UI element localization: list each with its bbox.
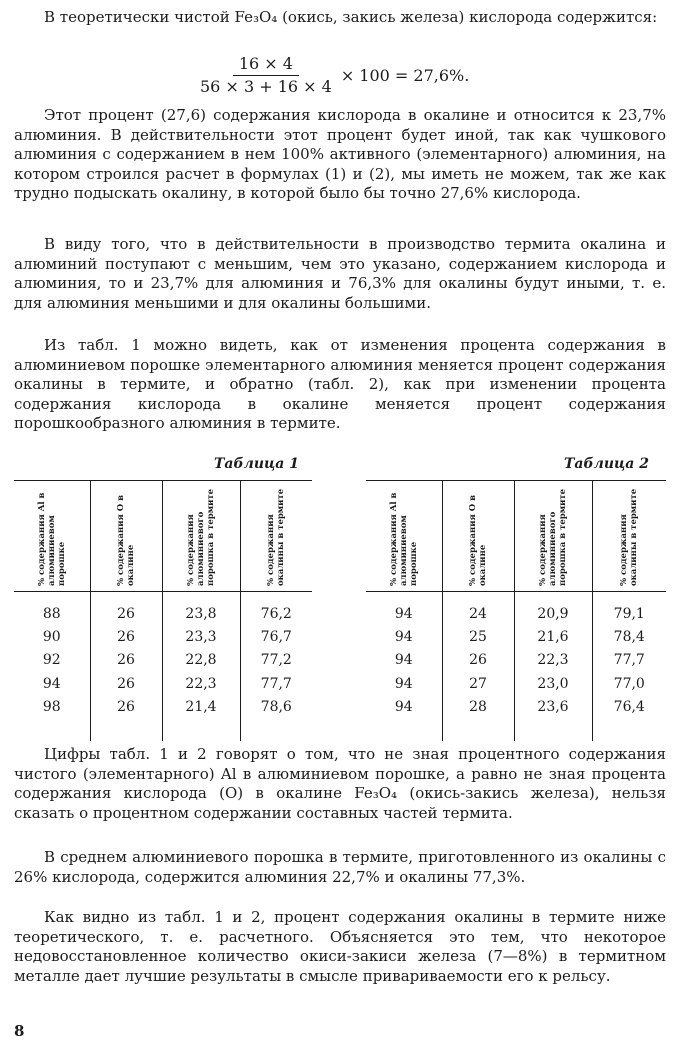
table-cell: 26 — [90, 649, 162, 672]
table-cell: 26 — [442, 649, 514, 672]
oxygen-formula — [196, 52, 469, 98]
table-row — [14, 625, 312, 648]
table-row — [14, 592, 312, 626]
table-cell: 23,8 — [162, 592, 240, 626]
table-cell: 76,2 — [240, 592, 312, 626]
table-cell: 25 — [442, 625, 514, 648]
table-1-header-powder: % содержания алюминиевого порошка в термите — [162, 481, 240, 592]
formula-result: × 100 = 27,6%. — [340, 65, 470, 85]
table-cell: 88 — [42, 605, 61, 622]
table-cell: 77,7 — [240, 672, 312, 695]
table-cell: 94 — [42, 675, 61, 692]
table-cell: 20,9 — [514, 592, 592, 626]
table-cell: 79,1 — [592, 592, 666, 626]
table-cell: 26 — [90, 625, 162, 648]
table-cell: 76,7 — [240, 625, 312, 648]
table-cell: 94 — [394, 605, 413, 622]
table-cell: 94 — [394, 699, 413, 716]
paragraph-theoretical: Как видно из табл. 1 и 2, процент содержания окалины в термите ниже теоретического, т. е. расчетного. Объясняется это тем, что некоторое недовосстановленное количество окиси-закиси железа (7—8%) в термитном металле дает лучшие результаты в смысле привариваемости его к рельсу. — [14, 908, 666, 985]
table-cell: 77,0 — [592, 672, 666, 695]
paragraph-oxygen-percent: Этот процент (27,6) содержания кислорода в окалине и относится к 23,7% алюминия. В действительности этот процент будет иной, так как чушкового алюминия с содержанием в нем 100% активного (элементарного) алюминия, на котором строился расчет в формулах (1) и (2), мы иметь не можем, так же как трудно подыскать окалину, в которой было бы точно 27,6% кислорода. — [14, 106, 666, 203]
table-row — [366, 672, 666, 695]
table-cell: 22,3 — [514, 649, 592, 672]
table-1-header-al: % содержания Al в алюминиевом порошке — [14, 481, 90, 592]
table-cell: 78,6 — [240, 696, 312, 741]
table-cell: 77,2 — [240, 649, 312, 672]
paragraph-intro: В теоретически чистой Fe₃O₄ (окись, закись железа) кислорода содержится: — [44, 8, 658, 26]
table-2-header-al: % содержания Al в алюминиевом порошке — [366, 481, 442, 592]
table-cell: 26 — [90, 672, 162, 695]
table-cell: 92 — [42, 652, 61, 669]
paragraph-in-practice: В виду того, что в действительности в производство термита окалина и алюминий поступают с меньшим, чем это указано, содержанием кислорода и алюминия, то и 23,7% для алюминия и 76,3% для окалины будут иными, т. е. для алюминия меньшими и для окалины большими. — [14, 235, 666, 312]
table-cell: 78,4 — [592, 625, 666, 648]
table-cell: 94 — [394, 629, 413, 646]
table-cell: 24 — [442, 592, 514, 626]
table-cell: 21,6 — [514, 625, 592, 648]
table-1-header-row — [14, 481, 312, 592]
table-1-caption: Таблица 1 — [214, 456, 299, 472]
table-row — [366, 625, 666, 648]
table-1 — [14, 480, 312, 741]
paragraph-tables-intro: Из табл. 1 можно видеть, как от изменения процента содержания в алюминиевом порошке элементарного алюминия меняется процент содержания окалины в термите, и обратно (табл. 2), как при изменении процента содержания кислорода в окалине меняется процент содержания порошкообразного алюминия в термите. — [14, 336, 666, 433]
table-2 — [366, 480, 666, 741]
table-cell: 77,7 — [592, 649, 666, 672]
table-cell: 23,0 — [514, 672, 592, 695]
table-row — [366, 696, 666, 741]
table-cell: 27 — [442, 672, 514, 695]
table-cell: 26 — [90, 696, 162, 741]
table-cell: 23,6 — [514, 696, 592, 741]
table-row — [14, 672, 312, 695]
table-1-header-scale: % содержания окалины в термите — [240, 481, 312, 592]
formula-fraction — [196, 54, 336, 97]
formula-numerator: 16 × 4 — [233, 54, 299, 76]
table-row — [366, 649, 666, 672]
table-cell: 26 — [90, 592, 162, 626]
paragraph-tables-conclusion: Цифры табл. 1 и 2 говорят о том, что не зная процентного содержания чистого (элементарного) Al в алюминиевом порошке, а равно не зная процента содержания кислорода (O) в окалине Fe₃O₄ (окись-закись железа), нельзя сказать о процентном содержании составных частей термита. — [14, 745, 666, 822]
table-2-caption: Таблица 2 — [564, 456, 649, 472]
table-cell: 22,8 — [162, 649, 240, 672]
formula-denominator: 56 × 3 + 16 × 4 — [200, 76, 332, 96]
table-2-header-o: % содержания O в окалине — [442, 481, 514, 592]
table-cell: 98 — [42, 699, 61, 716]
table-2-header-powder: % содержания алюминиевого порошка в термите — [514, 481, 592, 592]
table-cell: 94 — [394, 675, 413, 692]
table-row — [14, 696, 312, 741]
table-cell: 28 — [442, 696, 514, 741]
table-cell: 90 — [42, 629, 61, 646]
table-row — [14, 649, 312, 672]
table-2-header-scale: % содержания окалины в термите — [592, 481, 666, 592]
table-cell: 21,4 — [162, 696, 240, 741]
table-2-header-row — [366, 481, 666, 592]
table-row — [366, 592, 666, 626]
table-cell: 94 — [394, 652, 413, 669]
table-1-header-o: % содержания O в окалине — [90, 481, 162, 592]
page-number: 8 — [14, 1022, 25, 1040]
table-cell: 76,4 — [592, 696, 666, 741]
paragraph-average: В среднем алюминиевого порошка в термите, приготовленного из окалины с 26% кислорода, содержится алюминия 22,7% и окалины 77,3%. — [14, 848, 666, 886]
table-cell: 22,3 — [162, 672, 240, 695]
table-cell: 23,3 — [162, 625, 240, 648]
